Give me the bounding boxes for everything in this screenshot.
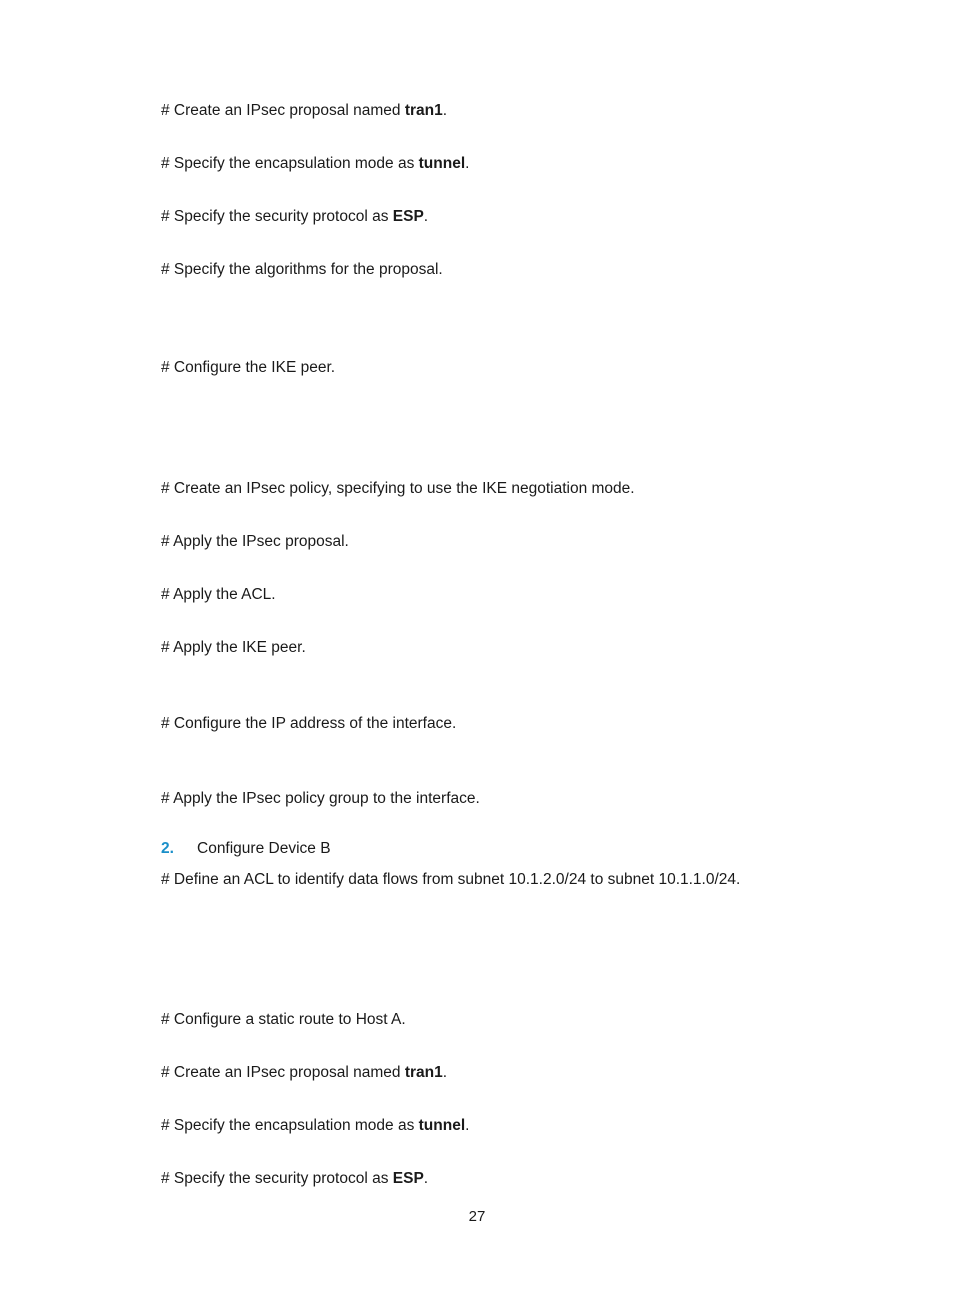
instruction-line: # Specify the algorithms for the proposal. (161, 261, 443, 278)
instruction-line: # Apply the IPsec policy group to the interface. (161, 790, 480, 807)
instruction-line: # Specify the security protocol as ESP. (161, 1170, 429, 1187)
page-number: 27 (468, 1208, 486, 1225)
instruction-line: # Apply the ACL. (161, 586, 276, 603)
instruction-line: # Specify the security protocol as ESP. (161, 208, 429, 225)
instruction-line: # Define an ACL to identify data flows from subnet 10.1.2.0/24 to subnet 10.1.1.0/24. (161, 871, 741, 888)
instruction-line: # Configure the IP address of the interface. (161, 715, 457, 732)
instruction-line: # Specify the encapsulation mode as tunnel. (161, 155, 470, 172)
instruction-line: # Create an IPsec proposal named tran1. (161, 1064, 448, 1081)
instruction-line: # Configure the IKE peer. (161, 359, 336, 376)
instruction-line: # Configure a static route to Host A. (161, 1011, 406, 1028)
step-title: Configure Device B (197, 840, 331, 857)
instruction-line: # Apply the IPsec proposal. (161, 533, 349, 550)
instruction-line: # Apply the IKE peer. (161, 639, 306, 656)
instruction-line: # Create an IPsec policy, specifying to use the IKE negotiation mode. (161, 480, 635, 497)
step-heading (161, 839, 331, 859)
instruction-line: # Create an IPsec proposal named tran1. (161, 102, 448, 119)
instruction-line: # Specify the encapsulation mode as tunnel. (161, 1117, 470, 1134)
step-number: 2. (161, 840, 174, 857)
